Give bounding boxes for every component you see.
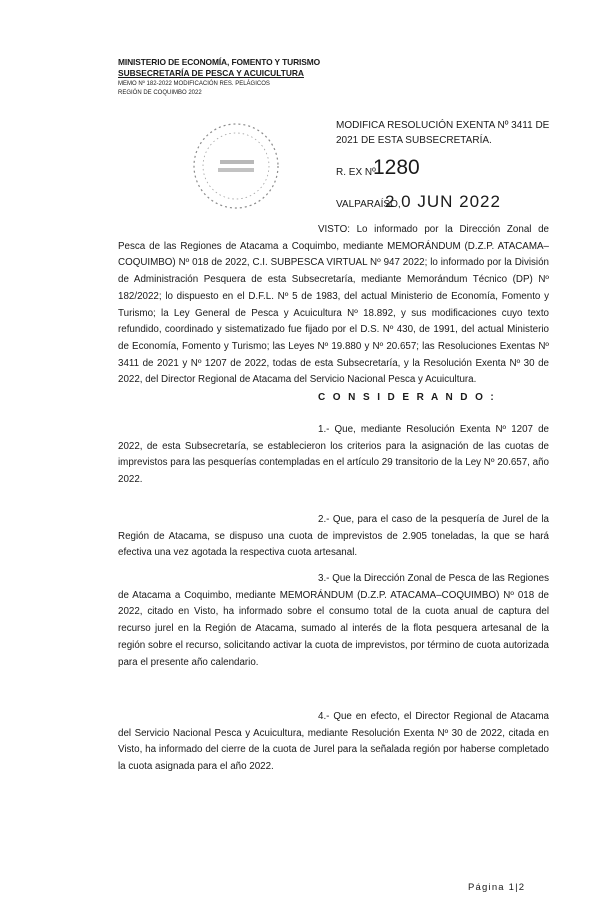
considerando-item-3: 3.- Que la Dirección Zonal de Pesca de las Regiones de Atacama a Coquimbo, mediante MEMORÁNDUM (D.Z.P. ATACAMA–COQUIMBO) Nº 018 de 2022, citado en Visto, ha informado sobre el consumo total de la cuota anual de captura del recurso jurel en la Región de Atacama, sumado al interés de la flota pesquera artesanal de la región sobre el recurso, solicitando activar la cuota de imprevistos, por término de cuota autorizada para el presente año calendario. bbox=[118, 573, 549, 668]
region-reference: REGIÓN DE COQUIMBO 2022 bbox=[118, 90, 202, 96]
considerando-item-1: 1.- Que, mediante Resolución Exenta Nº 1207 de 2022, de esta Subsecretaría, se establecieron los criterios para la asignación de las cuotas de imprevistos para las pesquerías contempladas en el artículo 29 transitorio de la Ley Nº 20.657, año 2022. bbox=[118, 424, 549, 486]
resolution-number: 1280 bbox=[373, 156, 420, 179]
letterhead bbox=[118, 57, 320, 98]
page-number: Página 1|2 bbox=[468, 882, 526, 893]
visto-lead: VISTO: Lo informado por la Dirección Zonal de Pesca bbox=[118, 224, 549, 252]
resolution-title: MODIFICA RESOLUCIÓN EXENTA Nº 3411 DE 2021 DE ESTA SUBSECRETARÍA. bbox=[336, 120, 550, 146]
resolution-number-label: R. EX Nº bbox=[336, 167, 376, 178]
considerando-heading: C O N S I D E R A N D O : bbox=[318, 392, 497, 403]
official-stamp-icon bbox=[188, 118, 284, 214]
ministry-name: MINISTERIO DE ECONOMÍA, FOMENTO Y TURISMO bbox=[118, 57, 321, 67]
considerando-item-4: 4.- Que en efecto, el Director Regional de Atacama del Servicio Nacional Pesca y Acuicultura, mediante Resolución Exenta Nº 30 de 2022, citada en Visto, ha informado del cierre de la cuota de Jurel para la señalada región por haberse completado la cuota asignada para el año 2022. bbox=[118, 711, 549, 773]
resolution-date: 2 0 JUN 2022 bbox=[385, 192, 501, 211]
memo-reference: MEMO Nº 182-2022 MODIFICACIÓN RES. PELÁGICOS bbox=[118, 81, 270, 87]
visto-body: de las Regiones de Atacama a Coquimbo, mediante MEMORÁNDUM (D.Z.P. ATACAMA–COQUIMBO) Nº 018 de 2022, C.I. SUBPESCA VIRTUAL Nº 947 2022; lo informado por la División de Administración Pesquera de esta Subsecretaría, mediante Memorándum Técnico (DP) Nº 182/2022; lo dispuesto en el D.F.L. Nº 5 de 1983, del actual Ministerio de Economía, Fomento y Turismo; la Ley General de Pesca y Acuicultura Nº 18.892, y sus modificaciones cuyo texto refundido, coordinado y sistematizado fue fijado por el D.S. Nº 430, de 1991, del actual Ministerio de Economía, Fomento y Turismo; las Leyes Nº 19.880 y Nº 20.657; las Resoluciones Exentas Nº 3411 de 2021 y Nº 1207 de 2022, todas de esta Subsecretaría, y la Resolución Exenta Nº 30 de 2022, del Director Regional de Atacama del Servicio Nacional Pesca y Acuicultura. bbox=[118, 240, 549, 386]
considerando-item-2: 2.- Que, para el caso de la pesquería de Jurel de la Región de Atacama, se dispuso una cuota de imprevistos de 2.905 toneladas, la que se hará efectiva una vez agotada la respectiva cuota artesanal. bbox=[118, 514, 549, 559]
subsecretariat-name: SUBSECRETARÍA DE PESCA Y ACUICULTURA bbox=[118, 68, 304, 78]
visto-paragraph bbox=[118, 222, 549, 389]
place-label: VALPARAÍSO, bbox=[336, 199, 401, 210]
